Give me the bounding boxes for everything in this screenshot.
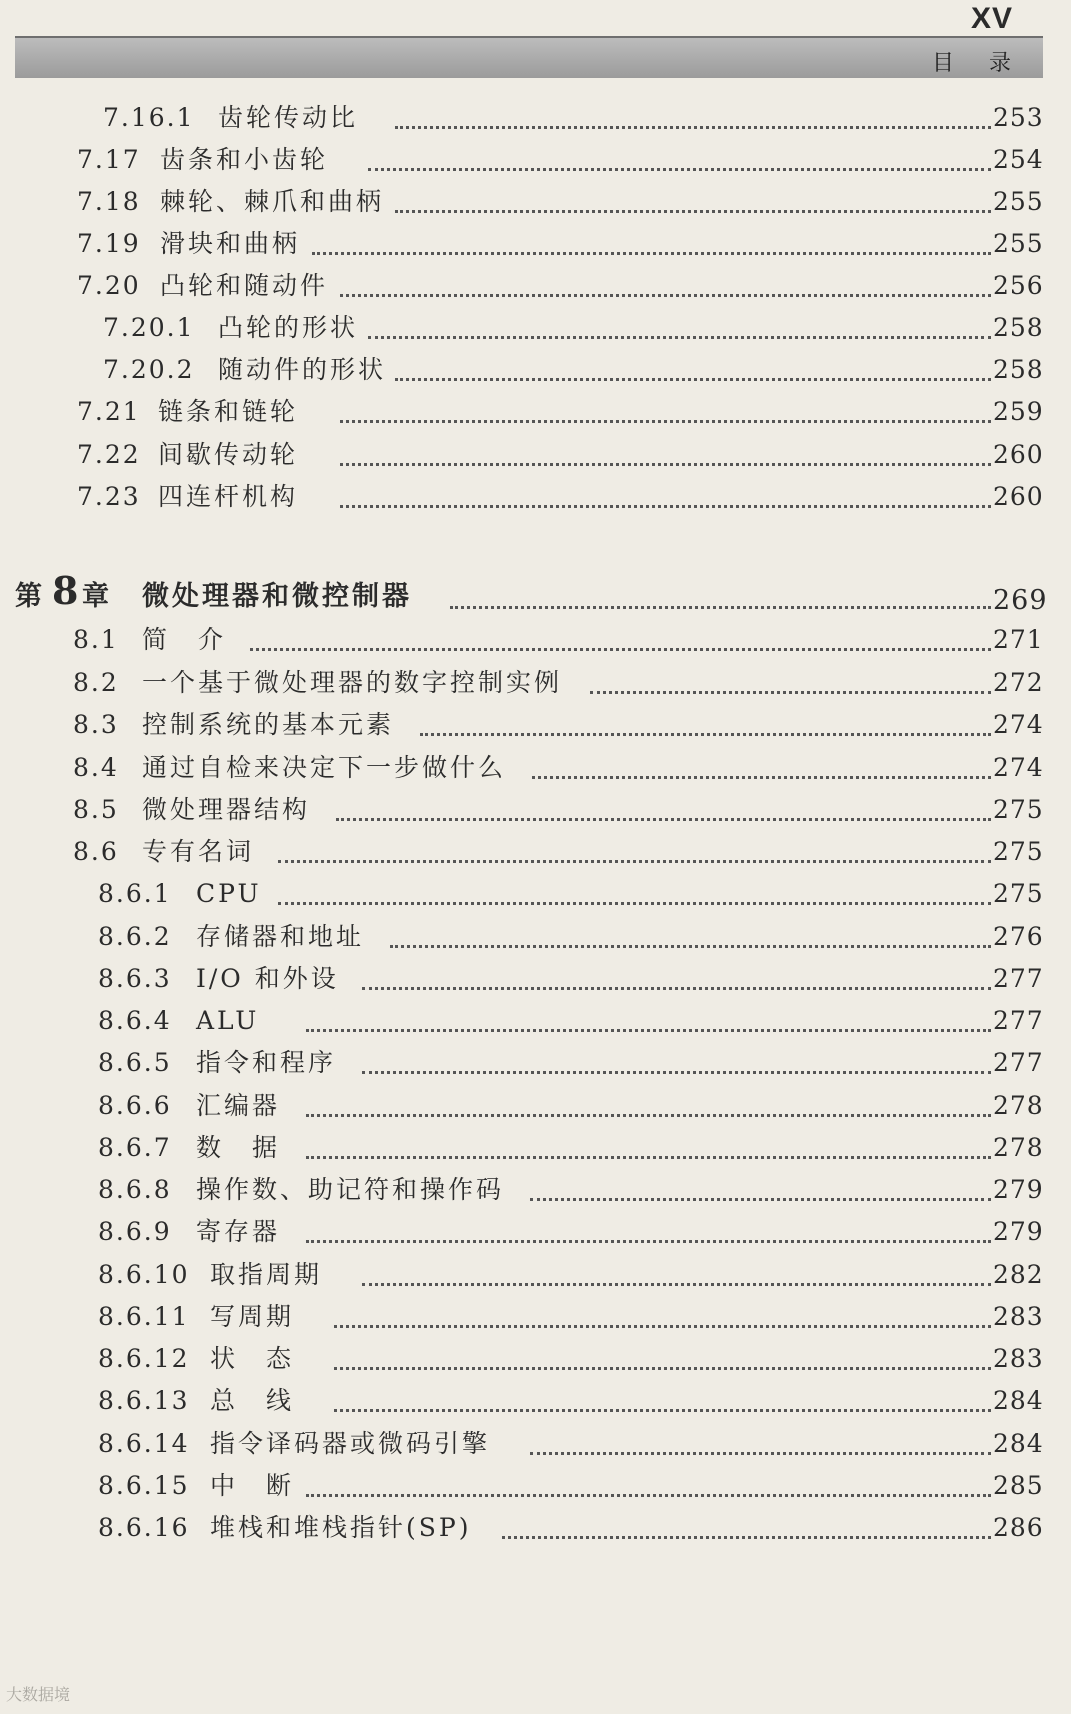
chapter-heading: [0, 568, 1071, 622]
entry-page: 253: [993, 103, 1044, 132]
entry-page: 258: [993, 355, 1044, 384]
entry-title: 滑块和曲柄: [160, 229, 301, 258]
toc-entry: [0, 1339, 1071, 1379]
entry-number: 8.6: [73, 837, 119, 866]
dot-leader: [340, 463, 991, 466]
dot-leader: [362, 1071, 991, 1074]
entry-number: 8.6.14: [98, 1429, 190, 1458]
entry-page: 286: [993, 1513, 1044, 1542]
entry-title: 控制系统的基本元素: [142, 710, 395, 739]
chapter-title: 微处理器和微控制器: [142, 581, 412, 612]
page-number: XV: [970, 2, 1013, 35]
entry-page: 278: [993, 1091, 1044, 1120]
entry-number: 7.20.1: [103, 313, 195, 342]
dot-leader: [395, 378, 991, 381]
dot-leader: [306, 1029, 991, 1032]
entry-title: 数 据: [196, 1133, 281, 1162]
entry-page: 283: [993, 1344, 1044, 1373]
entry-title: 专有名词: [142, 837, 255, 866]
chapter-suffix: 章: [82, 581, 109, 612]
dot-leader: [340, 420, 991, 423]
entry-title: 写周期: [210, 1302, 295, 1331]
dot-leader: [502, 1536, 991, 1539]
dot-leader: [590, 691, 991, 694]
toc-entry: [0, 832, 1071, 872]
entry-page: 274: [993, 710, 1044, 739]
toc-entry: [0, 1297, 1071, 1337]
entry-number: 8.6.8: [98, 1175, 172, 1204]
entry-number: 8.6.11: [98, 1302, 190, 1331]
entry-title: CPU: [196, 879, 262, 908]
entry-number: 8.6.3: [98, 964, 172, 993]
toc-entry: [0, 182, 1071, 222]
dot-leader: [362, 1283, 991, 1286]
entry-title: 间歇传动轮: [158, 440, 299, 469]
chapter-prefix: 第: [15, 581, 42, 612]
entry-number: 8.4: [73, 753, 119, 782]
toc-entry: [0, 1043, 1071, 1083]
dot-leader: [306, 1494, 991, 1497]
toc-entry: [0, 350, 1071, 390]
entry-number: 8.1: [73, 625, 119, 654]
entry-number: 7.20.2: [103, 355, 195, 384]
entry-number: 8.5: [73, 795, 119, 824]
dot-leader: [334, 1325, 991, 1328]
entry-title: 微处理器结构: [142, 795, 311, 824]
toc-entry: [0, 477, 1071, 517]
toc-entry: [0, 1128, 1071, 1168]
toc-entry: [0, 98, 1071, 138]
entry-title: 堆栈和堆栈指针(SP): [210, 1513, 472, 1542]
toc-entry: [0, 790, 1071, 830]
entry-page: 285: [993, 1471, 1044, 1500]
entry-number: 7.19: [77, 229, 141, 258]
entry-page: 274: [993, 753, 1044, 782]
entry-title: 链条和链轮: [158, 397, 299, 426]
header-bar: [15, 36, 1043, 78]
entry-title: 取指周期: [210, 1260, 323, 1289]
entry-title: 棘轮、棘爪和曲柄: [160, 187, 385, 216]
dot-leader: [306, 1114, 991, 1117]
entry-page: 259: [993, 397, 1044, 426]
dot-leader: [362, 987, 991, 990]
toc-entry: [0, 917, 1071, 957]
entry-title: 操作数、助记符和操作码: [196, 1175, 505, 1204]
entry-number: 8.6.5: [98, 1048, 172, 1077]
entry-page: 277: [993, 1048, 1044, 1077]
entry-number: 7.23: [77, 482, 141, 511]
dot-leader: [390, 945, 991, 948]
toc-entry: [0, 620, 1071, 660]
entry-number: 7.21: [77, 397, 141, 426]
dot-leader: [395, 126, 991, 129]
entry-title: 通过自检来决定下一步做什么: [142, 753, 507, 782]
toc-entry: [0, 1255, 1071, 1295]
entry-number: 8.6.15: [98, 1471, 190, 1500]
entry-number: 8.6.10: [98, 1260, 190, 1289]
entry-page: 284: [993, 1429, 1044, 1458]
entry-number: 7.20: [77, 271, 141, 300]
dot-leader: [340, 294, 991, 297]
dot-leader: [450, 606, 991, 609]
dot-leader: [368, 168, 991, 171]
chapter-page: 269: [993, 585, 1048, 616]
entry-title: 汇编器: [196, 1091, 281, 1120]
entry-title: 指令译码器或微码引擎: [210, 1429, 491, 1458]
toc-entry: [0, 392, 1071, 432]
entry-title: 随动件的形状: [218, 355, 387, 384]
dot-leader: [420, 733, 991, 736]
entry-title: 齿条和小齿轮: [160, 145, 329, 174]
entry-title: 中 断: [210, 1471, 295, 1500]
dot-leader: [306, 1240, 991, 1243]
entry-number: 7.16.1: [103, 103, 195, 132]
entry-page: 284: [993, 1386, 1044, 1415]
chapter-number: 8: [52, 568, 79, 613]
entry-number: 8.6.12: [98, 1344, 190, 1373]
dot-leader: [278, 902, 991, 905]
toc-entry: [0, 705, 1071, 745]
entry-page: 260: [993, 440, 1044, 469]
entry-title: 存储器和地址: [196, 922, 365, 951]
dot-leader: [312, 252, 991, 255]
entry-number: 8.6.13: [98, 1386, 190, 1415]
entry-number: 8.6.6: [98, 1091, 172, 1120]
dot-leader: [530, 1452, 991, 1455]
toc-entry: [0, 874, 1071, 914]
entry-title: 凸轮的形状: [218, 313, 359, 342]
entry-number: 7.17: [77, 145, 141, 174]
entry-number: 8.6.2: [98, 922, 172, 951]
entry-page: 279: [993, 1217, 1044, 1246]
entry-page: 279: [993, 1175, 1044, 1204]
dot-leader: [306, 1156, 991, 1159]
watermark: 大数据境: [6, 1685, 71, 1704]
entry-page: 258: [993, 313, 1044, 342]
dot-leader: [336, 818, 991, 821]
entry-number: 7.18: [77, 187, 141, 216]
entry-number: 7.22: [77, 440, 141, 469]
toc-entry: [0, 224, 1071, 264]
toc-entry: [0, 1466, 1071, 1506]
dot-leader: [530, 1198, 991, 1201]
entry-number: 8.6.1: [98, 879, 172, 908]
dot-leader: [532, 776, 991, 779]
toc-entry: [0, 1508, 1071, 1548]
toc-entry: [0, 435, 1071, 475]
entry-number: 8.6.16: [98, 1513, 190, 1542]
dot-leader: [334, 1409, 991, 1412]
entry-page: 275: [993, 879, 1044, 908]
entry-title: 齿轮传动比: [218, 103, 359, 132]
dot-leader: [278, 860, 991, 863]
dot-leader: [395, 210, 991, 213]
entry-title: 寄存器: [196, 1217, 281, 1246]
toc-entry: [0, 1212, 1071, 1252]
toc-entry: [0, 140, 1071, 180]
entry-page: 255: [993, 229, 1044, 258]
toc-entry: [0, 308, 1071, 348]
entry-title: 四连杆机构: [158, 482, 299, 511]
entry-title: 凸轮和随动件: [160, 271, 329, 300]
dot-leader: [334, 1367, 991, 1370]
entry-page: 256: [993, 271, 1044, 300]
dot-leader: [368, 336, 991, 339]
entry-page: 275: [993, 837, 1044, 866]
entry-page: 278: [993, 1133, 1044, 1162]
toc-entry: [0, 266, 1071, 306]
entry-title: 状 态: [210, 1344, 295, 1373]
toc-entry: [0, 1424, 1071, 1464]
entry-page: 260: [993, 482, 1044, 511]
entry-title: 总 线: [210, 1386, 295, 1415]
toc-entry: [0, 748, 1071, 788]
entry-number: 8.6.7: [98, 1133, 172, 1162]
entry-title: 简 介: [142, 625, 227, 654]
entry-title: ALU: [196, 1006, 260, 1035]
entry-title: 指令和程序: [196, 1048, 337, 1077]
entry-page: 271: [993, 625, 1044, 654]
entry-number: 8.6.9: [98, 1217, 172, 1246]
toc-entry: [0, 663, 1071, 703]
entry-page: 277: [993, 964, 1044, 993]
entry-title: 一个基于微处理器的数字控制实例: [142, 668, 563, 697]
entry-page: 275: [993, 795, 1044, 824]
entry-number: 8.6.4: [98, 1006, 172, 1035]
entry-page: 254: [993, 145, 1044, 174]
entry-number: 8.3: [73, 710, 119, 739]
toc-entry: [0, 1086, 1071, 1126]
entry-title: I/O 和外设: [196, 964, 339, 993]
toc-entry: [0, 959, 1071, 999]
toc-entry: [0, 1001, 1071, 1041]
entry-number: 8.2: [73, 668, 119, 697]
dot-leader: [340, 505, 991, 508]
entry-page: 276: [993, 922, 1044, 951]
toc-entry: [0, 1170, 1071, 1210]
entry-page: 277: [993, 1006, 1044, 1035]
dot-leader: [250, 648, 991, 651]
toc-entry: [0, 1381, 1071, 1421]
entry-page: 283: [993, 1302, 1044, 1331]
entry-page: 282: [993, 1260, 1044, 1289]
entry-page: 255: [993, 187, 1044, 216]
entry-page: 272: [993, 668, 1044, 697]
section-label: 目 录: [932, 51, 1025, 76]
